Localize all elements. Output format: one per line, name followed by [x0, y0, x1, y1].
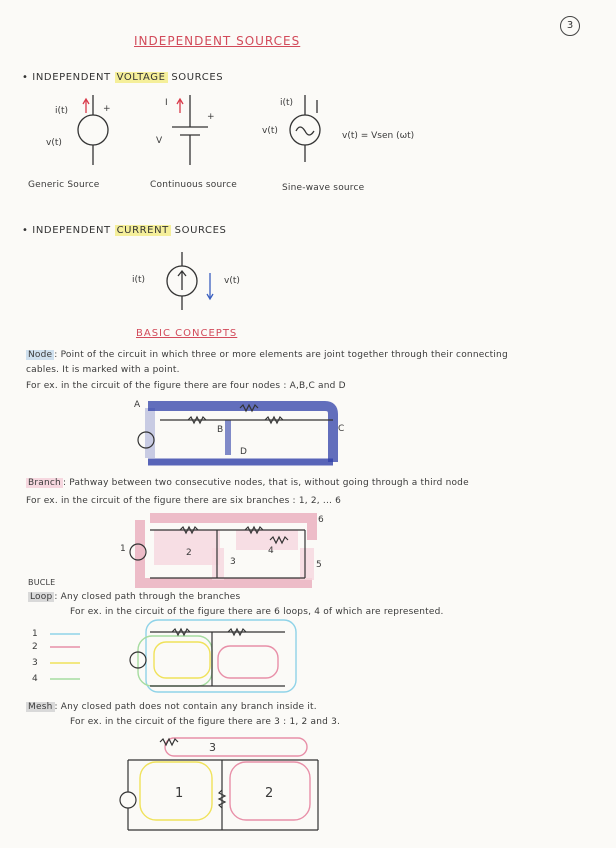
node-c-label: C	[338, 424, 345, 434]
branch-term: Branch	[28, 478, 61, 488]
page-title: INDEPENDENT SOURCES	[134, 34, 301, 48]
mesh-3-label: 3	[209, 741, 216, 754]
branch-4-label: 4	[268, 546, 274, 556]
mesh-def: : Any closed path does not contain any branch inside it.	[54, 702, 317, 712]
loop-example: For ex. in the circuit of the figure there are 6 loops, 4 of which are represented.	[70, 607, 444, 617]
continuous-caption: Continuous source	[150, 180, 237, 190]
branch-5-label: 5	[316, 560, 322, 570]
node-def: : Point of the circuit in which three or more elements are joint together through their connecting	[54, 350, 508, 360]
current-heading	[22, 225, 227, 236]
generic-plus-label: +	[103, 104, 111, 114]
node-term: Node	[28, 350, 53, 360]
sine-current-label: i(t)	[280, 98, 294, 108]
loop-term: Loop	[30, 592, 53, 602]
current-source-v-label: v(t)	[224, 276, 240, 286]
sine-source-symbol	[290, 95, 320, 162]
current-heading-highlight: CURRENT	[116, 225, 169, 236]
mesh-term: Mesh	[28, 702, 53, 712]
current-source-i-label: i(t)	[132, 275, 146, 285]
sine-caption: Sine-wave source	[282, 183, 365, 193]
loop-legend-2: 2	[32, 642, 38, 652]
generic-voltage-label: v(t)	[46, 138, 62, 148]
node-d-label: D	[240, 447, 247, 457]
voltage-heading-highlight: VOLTAGE	[116, 72, 166, 83]
loop-def: : Any closed path through the branches	[54, 592, 241, 602]
node-circuit	[138, 405, 333, 462]
sine-voltage-label: v(t)	[262, 126, 278, 136]
generic-caption: Generic Source	[28, 180, 100, 190]
loop-definition	[28, 592, 240, 602]
continuous-voltage-label: V	[156, 136, 163, 146]
continuous-current-label: I	[165, 98, 168, 108]
branch-example: For ex. in the circuit of the figure there are six branches : 1, 2, ... 6	[26, 496, 342, 506]
loop-legend-4: 4	[32, 674, 38, 684]
branch-definition	[26, 478, 469, 488]
mesh-example: For ex. in the circuit of the figure there are 3 : 1, 2 and 3.	[70, 717, 341, 727]
current-heading-suffix: SOURCES	[174, 225, 227, 236]
node-a-label: A	[134, 400, 141, 410]
branch-circuit	[130, 518, 314, 583]
branch-2-label: 2	[186, 548, 192, 558]
mesh-definition	[26, 702, 317, 712]
branch-def: : Pathway between two consecutive nodes, that is, without going through a third node	[62, 478, 469, 488]
node-b-label: B	[217, 425, 224, 435]
basic-concepts-title: BASIC CONCEPTS	[136, 328, 238, 339]
loop-alt-term: BUCLE	[28, 578, 56, 587]
branch-3-label: 3	[230, 557, 236, 567]
continuous-source-symbol	[172, 95, 208, 165]
voltage-heading-prefix: INDEPENDENT	[32, 72, 111, 83]
node-example: For ex. in the circuit of the figure there are four nodes : A,B,C and D	[26, 381, 346, 391]
voltage-heading-suffix: SOURCES	[171, 72, 224, 83]
bullet-icon: •	[22, 72, 29, 83]
loop-circuit	[50, 620, 296, 692]
branch-1-label: 1	[120, 544, 126, 554]
continuous-plus-label: +	[207, 112, 215, 122]
mesh-2-label: 2	[265, 786, 274, 801]
current-source-symbol	[167, 252, 213, 310]
node-definition-2: cables. It is marked with a point.	[26, 365, 180, 375]
mesh-circuit	[120, 738, 318, 830]
generic-current-label: i(t)	[55, 106, 69, 116]
branch-6-label: 6	[318, 515, 324, 525]
node-definition	[26, 350, 508, 360]
sine-equation: v(t) = Vsen (ωt)	[342, 131, 415, 141]
page-number: 3	[566, 20, 574, 31]
bullet-icon: •	[22, 225, 29, 236]
current-heading-prefix: INDEPENDENT	[32, 225, 111, 236]
loop-legend-3: 3	[32, 658, 38, 668]
mesh-1-label: 1	[175, 786, 184, 801]
loop-legend-1: 1	[32, 629, 38, 639]
